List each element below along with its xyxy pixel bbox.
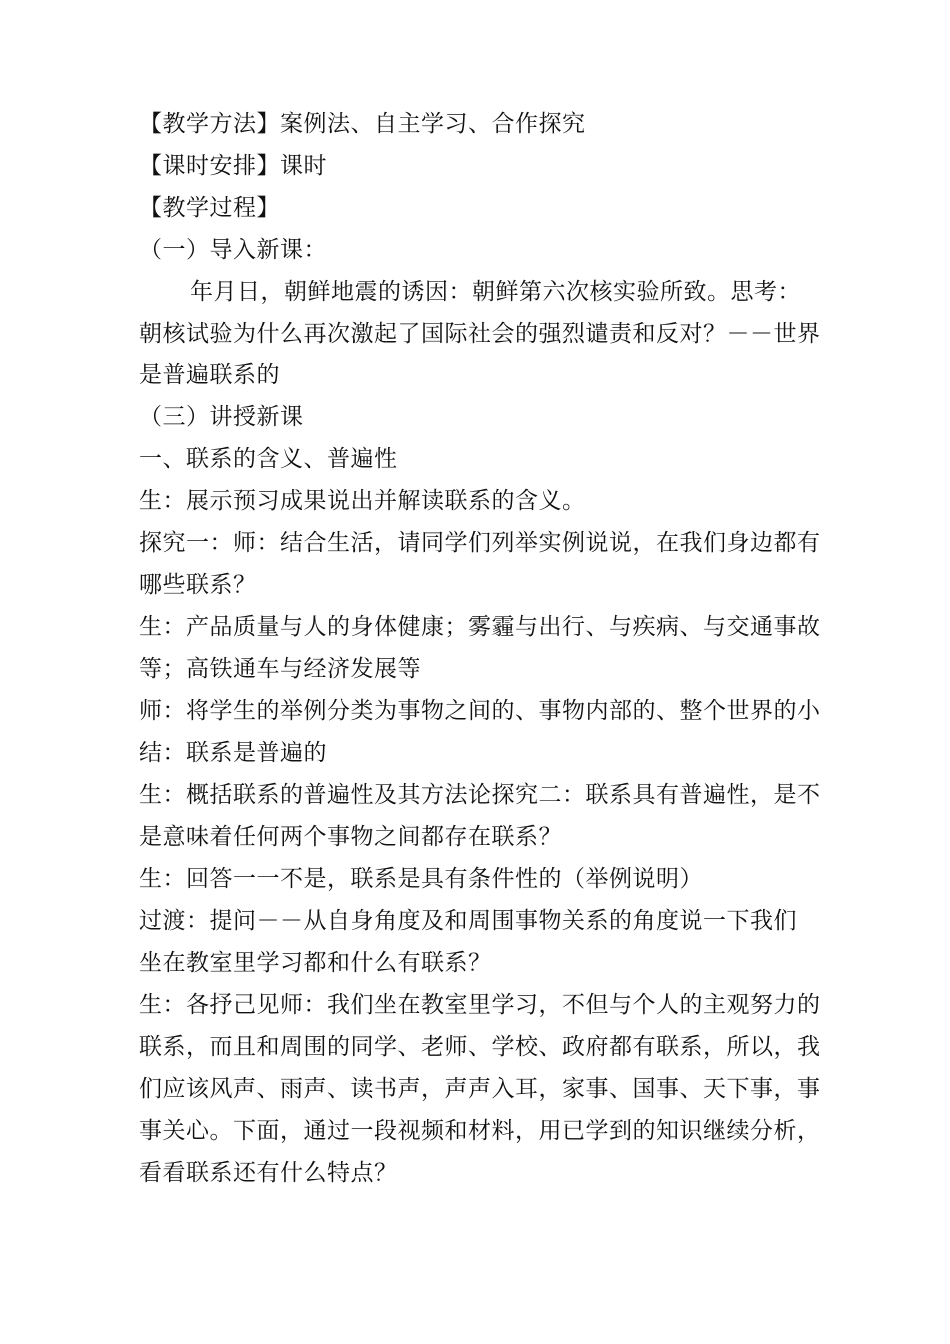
paragraph-line: 看看联系还有什么特点？ (139, 1160, 398, 1186)
paragraph-line: 生：各抒己见师：我们坐在教室里学习，不但与个人的主观努力的 (139, 992, 821, 1018)
section-intro-heading: （一）导入新课： (139, 237, 327, 263)
paragraph-line: 哪些联系？ (139, 572, 257, 598)
paragraph-line: 联系，而且和周围的同学、老师、学校、政府都有联系，所以，我 (139, 1034, 821, 1060)
paragraph-line: 师：将学生的举例分类为事物之间的、事物内部的、整个世界的小 (139, 698, 821, 724)
paragraph-line: 朝核试验为什么再次激起了国际社会的强烈谴责和反对？－－世界 (139, 321, 821, 347)
paragraph-line: 生：回答一一不是，联系是具有条件性的（举例说明） (139, 866, 703, 892)
paragraph-line: 年月日，朝鲜地震的诱因：朝鲜第六次核实验所致。思考： (190, 279, 801, 305)
paragraph-line: 们应该风声、雨声、读书声，声声入耳，家事、国事、天下事，事 (139, 1076, 821, 1102)
paragraph-line: 事关心。下面，通过一段视频和材料，用已学到的知识继续分析， (139, 1118, 821, 1144)
class-hours-line: 【课时安排】课时 (139, 153, 327, 179)
paragraph-line: 生：展示预习成果说出并解读联系的含义。 (139, 488, 586, 514)
paragraph-line: 过渡：提问－－从自身角度及和周围事物关系的角度说一下我们 (139, 908, 797, 934)
paragraph-line: 坐在教室里学习都和什么有联系？ (139, 950, 492, 976)
teaching-method-line: 【教学方法】案例法、自主学习、合作探究 (139, 111, 586, 137)
section-lecture-heading: （三）讲授新课 (139, 404, 304, 430)
teaching-process-heading: 【教学过程】 (139, 195, 280, 221)
paragraph-line: 等；高铁通车与经济发展等 (139, 656, 421, 682)
paragraph-line: 探究一：师：结合生活，请同学们列举实例说说，在我们身边都有 (139, 530, 821, 556)
subsection-heading: 一、联系的含义、普遍性 (139, 446, 398, 472)
paragraph-line: 生：概括联系的普遍性及其方法论探究二：联系具有普遍性，是不 (139, 782, 821, 808)
paragraph-line: 是意味着任何两个事物之间都存在联系？ (139, 824, 562, 850)
paragraph-line: 结：联系是普遍的 (139, 740, 327, 766)
paragraph-line: 是普遍联系的 (139, 362, 280, 388)
paragraph-line: 生：产品质量与人的身体健康；雾霾与出行、与疾病、与交通事故 (139, 614, 821, 640)
